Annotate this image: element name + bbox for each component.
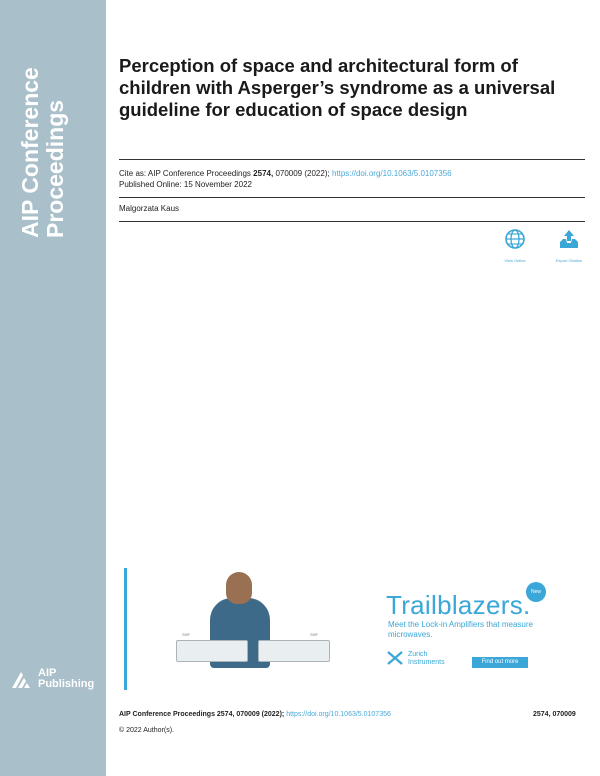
- ad-device-right: [258, 640, 330, 662]
- ad-device-left: [176, 640, 248, 662]
- article-title: Perception of space and architectural form of children with Asperger’s syndrome as a universal guideline for education of space design: [119, 55, 556, 120]
- cite-divider: [119, 197, 585, 198]
- export-icon: [558, 228, 580, 250]
- footer-doi-link[interactable]: https://doi.org/10.1063/5.0107356: [286, 711, 391, 718]
- ad-brand-line-1: Zurich: [408, 651, 428, 658]
- ad-title: Trailblazers.: [386, 590, 531, 620]
- ad-brand: [408, 651, 445, 667]
- journal-sidebar: [0, 0, 106, 776]
- published-date: Published Online: 15 November 2022: [119, 180, 252, 189]
- view-online-button[interactable]: [493, 228, 537, 263]
- footer-page-ref: 2574, 070009: [533, 711, 576, 718]
- journal-name: [18, 18, 68, 238]
- ad-device-label-right: SHF: [310, 632, 318, 637]
- ad-new-badge: New: [526, 582, 546, 602]
- ad-cta-button[interactable]: Find out more: [472, 657, 528, 668]
- footer-citation: [119, 710, 391, 720]
- logo-text-publishing: Publishing: [38, 678, 95, 690]
- cite-pages: 070009 (2022);: [275, 169, 330, 178]
- aip-logo-icon: [10, 670, 32, 690]
- export-citation-button[interactable]: [547, 228, 591, 263]
- footer-cite-text: AIP Conference Proceedings 2574, 070009 (2022);: [119, 711, 285, 718]
- ad-accent-stripe: [124, 568, 127, 690]
- journal-name-line-1: AIP Conference: [17, 67, 43, 238]
- ad-person-head: [226, 572, 252, 604]
- aip-publishing-logo[interactable]: [10, 668, 102, 698]
- globe-icon: [504, 228, 526, 250]
- cite-volume: 2574: [253, 169, 271, 178]
- title-divider: [119, 159, 585, 160]
- cite-prefix: Cite as: AIP Conference Proceedings: [119, 169, 251, 178]
- author-divider: [119, 221, 585, 222]
- zurich-instruments-logo-icon: [386, 650, 404, 666]
- advertisement-banner[interactable]: [124, 568, 564, 690]
- copyright-notice: © 2022 Author(s).: [119, 727, 174, 734]
- author-list: Malgorzata Kaus: [119, 204, 180, 213]
- ad-brand-line-2: Instruments: [408, 659, 445, 666]
- journal-name-line-2: Proceedings: [42, 99, 68, 238]
- logo-text-aip: AIP: [38, 667, 57, 679]
- ad-device-label-left: SHF: [182, 632, 190, 637]
- ad-subtitle: Meet the Lock-in Amplifiers that measure microwaves.: [388, 620, 533, 639]
- export-citation-label: Export Citation: [555, 258, 583, 263]
- doi-link[interactable]: https://doi.org/10.1063/5.0107356: [331, 169, 452, 178]
- view-online-label: View Online: [504, 258, 526, 263]
- citation-line: Cite as: AIP Conference Proceedings 2574, 070009 (2022); https://doi.org/10.1063/5.0107356: [119, 169, 452, 178]
